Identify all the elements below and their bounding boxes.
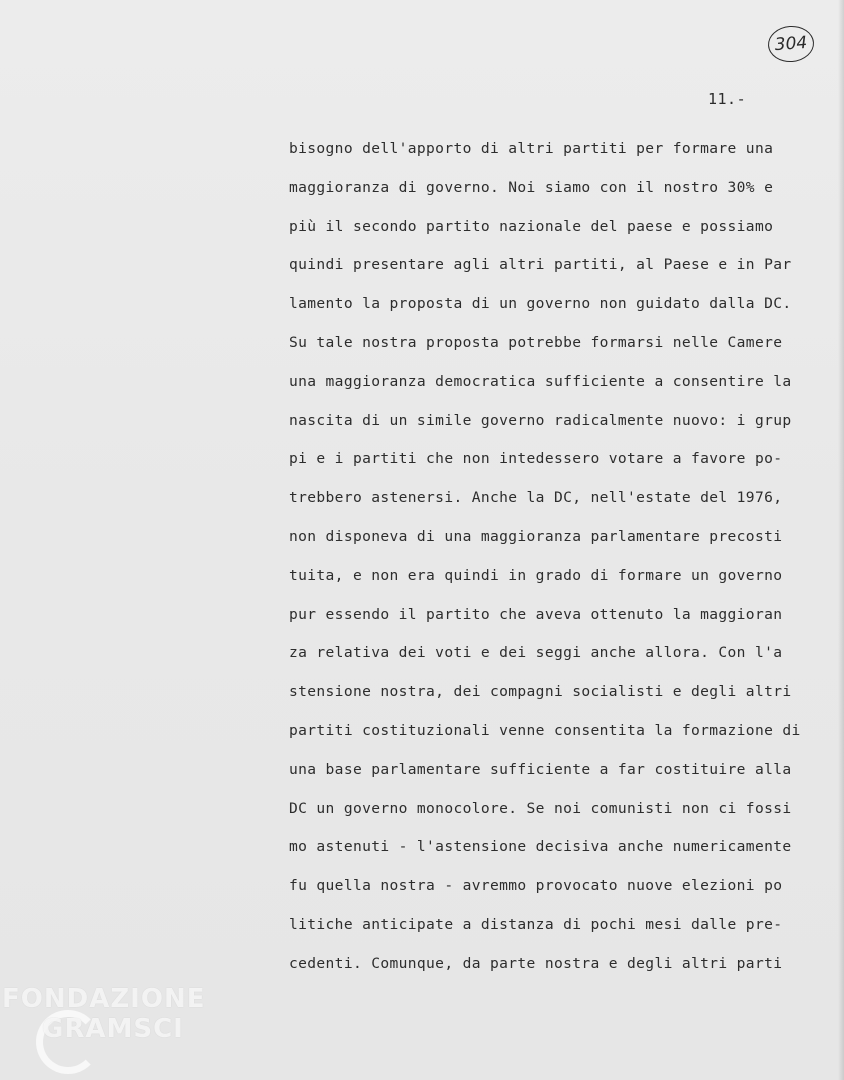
- text-line: quindi presentare agli altri partiti, al Paese e in Par: [289, 256, 792, 274]
- text-line: più il secondo partito nazionale del paese e possiamo: [289, 217, 774, 235]
- typed-body-text: [289, 138, 834, 992]
- text-line: nascita di un simile governo radicalmente nuovo: i grup: [289, 411, 792, 429]
- text-line: mo astenuti - l'astensione decisiva anche numericamente: [289, 838, 792, 856]
- text-line: fu quella nostra - avremmo provocato nuove elezioni po: [289, 877, 783, 895]
- text-line: maggioranza di governo. Noi siamo con il nostro 30% e: [289, 178, 774, 196]
- text-line: pur essendo il partito che aveva ottenuto la maggioran: [289, 605, 783, 623]
- text-line: una base parlamentare sufficiente a far costituire alla: [289, 760, 792, 778]
- text-line: trebbero astenersi. Anche la DC, nell'estate del 1976,: [289, 489, 783, 507]
- text-line: tuita, e non era quindi in grado di formare un governo: [289, 566, 783, 584]
- text-line: partiti costituzionali venne consentita la formazione di: [289, 721, 801, 739]
- text-line: litiche anticipate a distanza di pochi mesi dalle pre-: [289, 915, 783, 933]
- page-number: 11.-: [708, 90, 747, 108]
- watermark-line-2: GRAMSCI: [42, 1014, 184, 1044]
- text-line: bisogno dell'apporto di altri partiti per formare una: [289, 140, 774, 157]
- text-line: DC un governo monocolore. Se noi comunisti non ci fossi: [289, 799, 792, 817]
- fondazione-gramsci-watermark: [2, 984, 206, 1044]
- text-line: una maggioranza democratica sufficiente a consentire la: [289, 372, 792, 390]
- text-line: za relativa dei voti e dei seggi anche allora. Con l'a: [289, 644, 783, 662]
- text-line: stensione nostra, dei compagni socialisti e degli altri: [289, 683, 792, 701]
- watermark-line-1: FONDAZIONE: [2, 984, 206, 1014]
- text-line: non disponeva di una maggioranza parlamentare precosti: [289, 527, 783, 545]
- text-line: Su tale nostra proposta potrebbe formarsi nelle Camere: [289, 333, 783, 351]
- page-edge-shadow: [838, 0, 844, 1080]
- text-line: pi e i partiti che non intedessero votare a favore po-: [289, 450, 783, 468]
- text-line: cedenti. Comunque, da parte nostra e degli altri parti: [289, 954, 783, 972]
- text-line: lamento la proposta di un governo non guidato dalla DC.: [289, 295, 792, 313]
- archive-stamp: 304: [767, 24, 815, 63]
